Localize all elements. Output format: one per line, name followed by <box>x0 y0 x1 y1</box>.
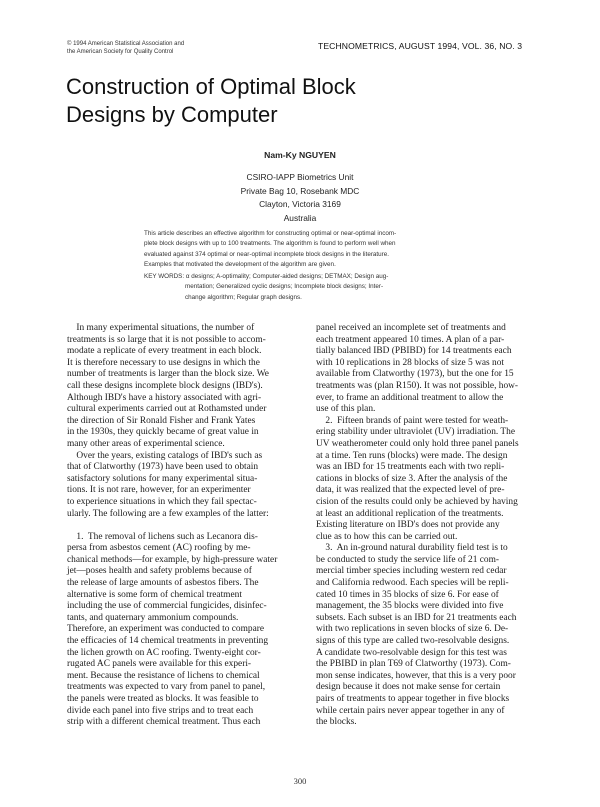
abstract-line: Examples that motivated the development of the algorithm are given. <box>144 261 336 269</box>
keywords-line: mentation; Generalized cyclic designs; Incomplete block designs; Inter- <box>185 283 384 291</box>
body-text-line: the direction of Sir Ronald Fisher and Frank Yates <box>67 415 256 426</box>
body-text-line: call these designs incomplete block designs (IBD's). <box>67 380 263 391</box>
body-text-line: Therefore, an experiment was conducted to compare <box>67 624 265 635</box>
body-text-line: chanical methods—for example, by high-pressure water <box>67 554 278 565</box>
body-text-line: Although IBD's have a history associated with agri- <box>67 392 262 403</box>
affiliation-line: Clayton, Victoria 3169 <box>259 199 341 209</box>
author-name: Nam-Ky NGUYEN <box>264 150 336 160</box>
body-text-line: tially balanced IBD (PBIBD) for 14 treatments each <box>316 346 512 357</box>
copyright-line: the American Society for Quality Control <box>67 49 174 55</box>
body-text-line: A candidate two-resolvable design for this test was <box>316 647 507 658</box>
body-text-line: mon sense indicates, however, that this is a very poor <box>316 670 516 681</box>
body-text-line: data, it was realized that the expected level of pre- <box>316 485 505 496</box>
running-header: TECHNOMETRICS, AUGUST 1994, VOL. 36, NO. 3 <box>318 41 523 51</box>
body-text-line: mercial timber species including western red cedar <box>316 566 507 577</box>
body-text-line: Over the years, existing catalogs of IBD's such as <box>67 450 263 461</box>
article-title <box>66 73 396 129</box>
body-text-line: subsets. Each subset is an IBD for 21 treatments each <box>316 612 517 623</box>
body-text-line: signs of this type are called two-resolvable designs. <box>316 636 510 647</box>
body-text-line: alternative is some form of chemical treatment <box>67 589 242 600</box>
body-text-line: 2. Fifteen brands of paint were tested for weath- <box>316 415 509 426</box>
copyright-line: © 1994 American Statistical Association and <box>67 41 185 47</box>
body-text-line: divide each panel into five strips and to treat each <box>67 705 254 716</box>
body-text-line: In many experimental situations, the number of <box>67 323 255 333</box>
body-text-line: panel received an incomplete set of treatments and <box>316 323 506 333</box>
body-text-line: ment. Because the resistance of lichens to chemical <box>67 670 260 681</box>
page-number: 300 <box>293 776 307 786</box>
body-text-line: with two replications in seven blocks of size 6. De- <box>316 624 509 635</box>
body-text-line: satisfactory solutions for many experimental situa- <box>67 473 258 484</box>
body-text-line: pairs of treatments to appear together in five blocks <box>316 694 510 704</box>
body-text-line: at least an additional replication of the treatments. <box>316 508 504 519</box>
title-line: Construction of Optimal Block <box>66 74 356 99</box>
body-text-line: available from Clatworthy (1973), but the one for 15 <box>316 369 514 380</box>
body-text-line: 1. The removal of lichens such as Lecanora dis- <box>67 531 258 542</box>
body-text-line: Existing literature on IBD's does not provide any <box>316 520 500 531</box>
body-text-line: the panels were treated as blocks. It was feasible to <box>67 694 259 704</box>
body-text-line: including the use of commercial fungicides, disinfec- <box>67 601 267 612</box>
body-text-line: 3. An in-ground natural durability field test is to <box>316 543 508 554</box>
body-text-line: It is therefore necessary to use designs in which the <box>67 357 260 368</box>
body-text-line: management, the 35 blocks were divided into five <box>316 601 504 612</box>
body-text-line: tions. It is not rare, however, for an experimenter <box>67 485 251 496</box>
affiliation-line: Australia <box>283 212 317 223</box>
copyright-notice <box>67 40 184 56</box>
abstract <box>144 229 544 271</box>
body-text-line: the PBIBD in plan T69 of Clatworthy (1973). Com- <box>316 659 511 670</box>
body-text-line: the release of large amounts of asbestos fibers. The <box>67 578 259 589</box>
body-text-line: modate a replicate of every treatment in each block. <box>67 346 262 357</box>
body-text-line: to experience situations in which they fail spectac- <box>67 496 257 507</box>
body-text-line: while certain pairs never appear together in any of <box>316 705 505 716</box>
body-text-line: each treatment appeared 10 times. A plan of a par- <box>316 334 505 345</box>
body-text-line: was an IBD for 15 treatments each with two repli- <box>316 462 505 473</box>
body-text-line: cultural experiments carried out at Rothamsted under <box>67 404 267 415</box>
keywords <box>144 272 554 303</box>
body-text-line: at a time. Ten runs (blocks) were made. The design <box>316 450 508 461</box>
body-text-line: cision of the results could only be achieved by having <box>316 496 518 507</box>
body-text-line: clue as to how this can be carried out. <box>316 531 458 542</box>
body-text-line: jet—poses health and safety problems because of <box>67 566 252 577</box>
title-line: Designs by Computer <box>66 102 278 127</box>
body-text-line: the efficacies of 14 chemical treatments in preventing <box>67 636 269 647</box>
body-text-line: design because it does not make sense for certain <box>316 682 501 693</box>
body-text-line: use of this plan. <box>316 404 376 415</box>
body-text-line: treatments is so large that it is not possible to accom- <box>67 334 266 345</box>
body-text-line: UV weatherometer could only hold three panel panels <box>316 438 519 449</box>
body-text-line: treatments was expected to vary from panel to panel, <box>67 682 266 693</box>
body-text-line: persa from asbestos cement (AC) roofing by me- <box>67 543 251 554</box>
affiliation-line: Private Bag 10, Rosebank MDC <box>240 185 360 196</box>
abstract-line: plete block designs with up to 100 treatments. The algorithm is found to perform well when <box>144 240 396 248</box>
body-text-line: cated 10 times in 35 blocks of size 6. For ease of <box>316 589 499 600</box>
body-text-line: in the 1930s, they quickly became of great value in <box>67 427 259 438</box>
abstract-line: evaluated against 374 optimal or near-optimal incomplete block designs in the literature. <box>144 250 390 258</box>
body-text-line: strip with a different chemical treatment. Thus each <box>67 717 261 728</box>
body-text-line: the lichen growth on AC roofing. Twenty-eight cor- <box>67 647 261 658</box>
body-text-line: ering stability under ultraviolet (UV) irradiation. The <box>316 427 515 438</box>
body-text-line: and California redwood. Each species will be repli- <box>316 578 509 589</box>
affiliation-line: CSIRO-IAPP Biometrics Unit <box>246 172 354 182</box>
body-text-line: cations in blocks of size 3. After the analysis of the <box>316 473 508 484</box>
body-text-line: be conducted to study the service life of 21 com- <box>316 554 500 565</box>
left-column <box>67 323 300 729</box>
keywords-line: change algorithm; Regular graph designs. <box>185 293 302 301</box>
right-column <box>316 323 549 729</box>
body-text-line: many other areas of experimental science. <box>67 438 225 449</box>
body-text-line: number of treatments is larger than the block size. We <box>67 369 269 380</box>
body-text-line: with 10 replications in 28 blocks of size 5 was not <box>316 357 504 368</box>
affiliation <box>0 171 600 225</box>
body-text-line <box>67 520 300 532</box>
body-text-line: treatments was (plan R150). It was not possible, how- <box>316 380 519 391</box>
abstract-line: This article describes an effective algorithm for constructing optimal or near-optimal incom- <box>144 230 397 237</box>
body-text-line: ever, to frame an additional treatment to allow the <box>316 392 504 403</box>
body-text-line: rugated AC panels were available for this experi- <box>67 659 252 670</box>
body-text-line: that of Clatworthy (1973) have been used to obtain <box>67 462 259 473</box>
keywords-line: KEY WORDS: α designs; A-optimality; Computer-aided designs; DETMAX; Design aug- <box>144 273 389 280</box>
body-text-line: ularly. The following are a few examples of the latter: <box>67 508 269 519</box>
body-text-line: the blocks. <box>316 717 357 728</box>
body-text-line: tants, and quaternary ammonium compounds. <box>67 612 239 623</box>
